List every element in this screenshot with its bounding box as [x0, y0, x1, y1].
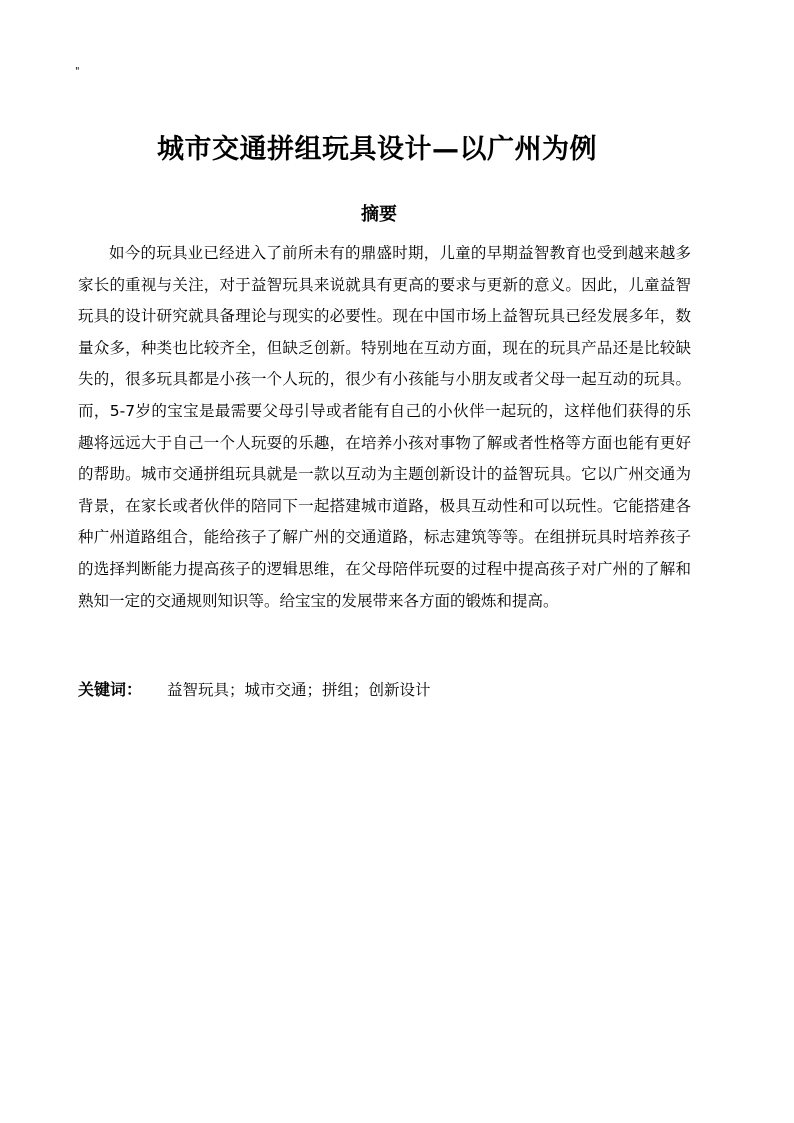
corner-mark: "	[75, 66, 80, 77]
abstract-body: 如今的玩具业已经进入了前所未有的鼎盛时期，儿童的早期益智教育也受到越来越多家长的重视与关注，对于益智玩具来说就具有更高的要求与更新的意义。因此，儿童益智玩具的设计研究就具备理论与现实的必要性。现在中国市场上益智玩具已经发展多年，数量众多，种类也比较齐全，但缺乏创新。特别地在互动方面，现在的玩具产品还是比较缺失的，很多玩具都是小孩一个人玩的，很少有小孩能与小朋友或者父母一起互动的玩具。而，5-7岁的宝宝是最需要父母引导或者能有自己的小伙伴一起玩的，这样他们获得的乐趣将远远大于自己一个人玩耍的乐趣，在培养小孩对事物了解或者性格等方面也能有更好的帮助。城市交通拼组玩具就是一款以互动为主题创新设计的益智玩具。它以广州交通为背景，在家长或者伙伴的陪同下一起搭建城市道路，极具互动性和可以玩性。它能搭建各种广州道路组合，能给孩子了解广州的交通道路，标志建筑等等。在组拼玩具时培养孩子的选择判断能力提高孩子的逻辑思维，在父母陪伴玩耍的过程中提高孩子对广州的了解和熟知一定的交通规则知识等。给宝宝的发展带来各方面的锻炼和提高。	[78, 244, 691, 610]
page-title: 城市交通拼组玩具设计—以广州为例	[157, 134, 597, 165]
keywords-line	[78, 676, 691, 704]
keywords-text: 益智玩具；城市交通；拼组；创新设计	[166, 681, 431, 699]
abstract-heading: 摘要	[361, 204, 397, 225]
keywords-label: 关键词：	[78, 680, 143, 699]
